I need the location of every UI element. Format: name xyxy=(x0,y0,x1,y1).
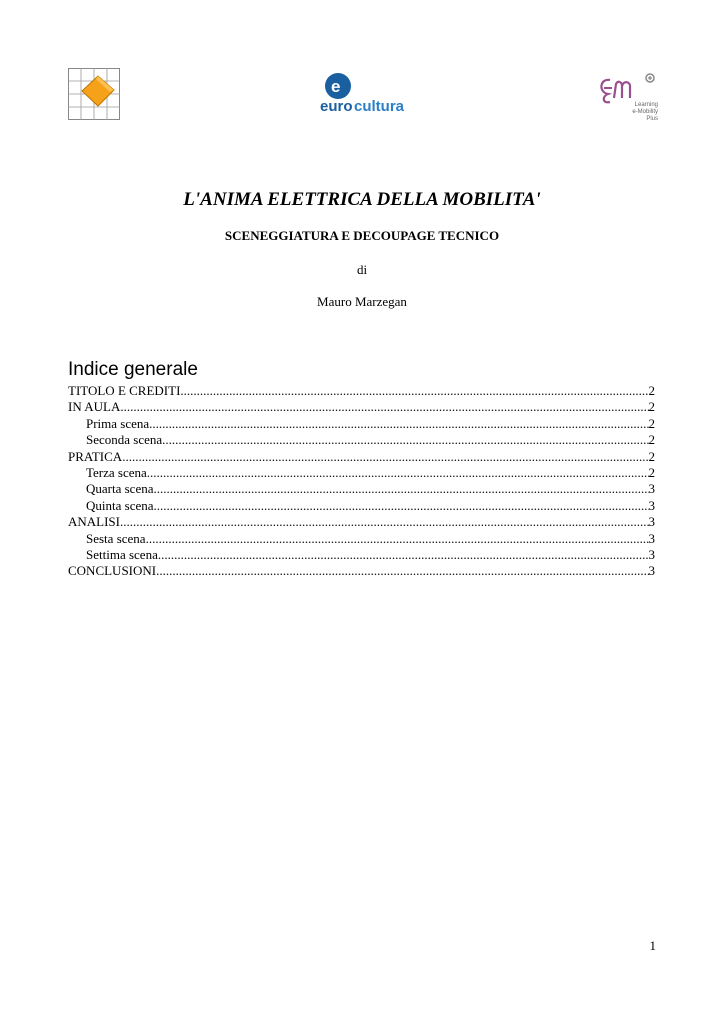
toc-entry-page: 2 xyxy=(648,383,655,398)
document-subtitle: SCENEGGIATURA E DECOUPAGE TECNICO xyxy=(224,228,500,243)
toc-entry-page: 2 xyxy=(648,399,655,415)
toc-entry-label: Terza scena xyxy=(86,464,147,480)
em-plus-logo-icon xyxy=(596,70,660,122)
toc-entry[interactable] xyxy=(68,416,655,432)
toc-leader xyxy=(156,563,648,579)
toc-leader xyxy=(146,531,649,547)
toc-entry[interactable] xyxy=(68,531,655,547)
document-title: L'ANIMA ELETTRICA DELLA MOBILITA' xyxy=(183,189,541,210)
toc-entry[interactable] xyxy=(68,498,655,514)
toc-leader xyxy=(147,465,649,481)
author-prefix: di xyxy=(356,262,368,277)
grid-diamond-logo-icon xyxy=(68,68,120,120)
toc-entry[interactable] xyxy=(68,481,655,497)
toc-entry-label: Sesta scena xyxy=(86,530,146,546)
toc-entry-label: PRATICA xyxy=(68,448,123,464)
toc-entry[interactable] xyxy=(68,399,655,415)
toc-entry-label: TITOLO E CREDITI xyxy=(68,383,181,398)
toc-entry-label: IN AULA xyxy=(68,399,121,415)
table-of-contents xyxy=(68,383,655,580)
toc-entry-label: Quarta scena xyxy=(86,481,154,497)
toc-entry-label: ANALISI xyxy=(68,514,120,530)
toc-entry-page: 2 xyxy=(648,432,655,448)
toc-entry-label: Prima scena xyxy=(86,415,150,431)
toc-entry-page: 2 xyxy=(648,415,655,431)
toc-entry[interactable] xyxy=(68,514,655,530)
toc-leader xyxy=(120,399,648,415)
toc-entry[interactable] xyxy=(68,432,655,448)
toc-leader xyxy=(122,449,648,465)
toc-entry-label: Quinta scena xyxy=(86,497,154,513)
toc-entry-page: 2 xyxy=(648,464,655,480)
author-name: Mauro Marzegan xyxy=(317,294,407,309)
toc-entry-label: Settima scena xyxy=(86,546,158,562)
toc-entry-label: Seconda scena xyxy=(86,432,163,448)
toc-entry-page: 3 xyxy=(648,530,655,546)
svg-text:cultura: cultura xyxy=(354,98,405,115)
toc-entry-page: 3 xyxy=(648,546,655,562)
toc-leader xyxy=(149,416,648,432)
toc-entry-page: 3 xyxy=(648,514,655,530)
eurocultura-logo-icon xyxy=(318,72,408,118)
svg-text:Plus: Plus xyxy=(646,116,658,122)
toc-heading: Indice generale xyxy=(68,359,198,380)
toc-entry[interactable] xyxy=(68,465,655,481)
toc-leader xyxy=(154,481,649,497)
toc-entry-page: 2 xyxy=(648,448,655,464)
toc-entry[interactable] xyxy=(68,449,655,465)
svg-text:euro: euro xyxy=(320,98,353,115)
svg-text:Learning: Learning xyxy=(634,102,658,108)
toc-entry-label: CONCLUSIONI xyxy=(68,563,157,579)
toc-leader xyxy=(158,547,649,563)
toc-leader xyxy=(120,514,649,530)
toc-entry-page: 3 xyxy=(648,481,655,497)
svg-text:e-Mobility: e-Mobility xyxy=(632,109,658,115)
toc-entry[interactable] xyxy=(68,563,655,579)
toc-entry[interactable] xyxy=(68,383,655,399)
toc-leader xyxy=(154,498,649,514)
toc-entry-page: 3 xyxy=(648,563,655,579)
toc-leader xyxy=(180,383,648,399)
toc-leader xyxy=(162,432,648,448)
page-number: 1 xyxy=(649,938,656,953)
svg-text:e: e xyxy=(331,77,341,96)
toc-entry[interactable] xyxy=(68,547,655,563)
toc-entry-page: 3 xyxy=(648,497,655,513)
